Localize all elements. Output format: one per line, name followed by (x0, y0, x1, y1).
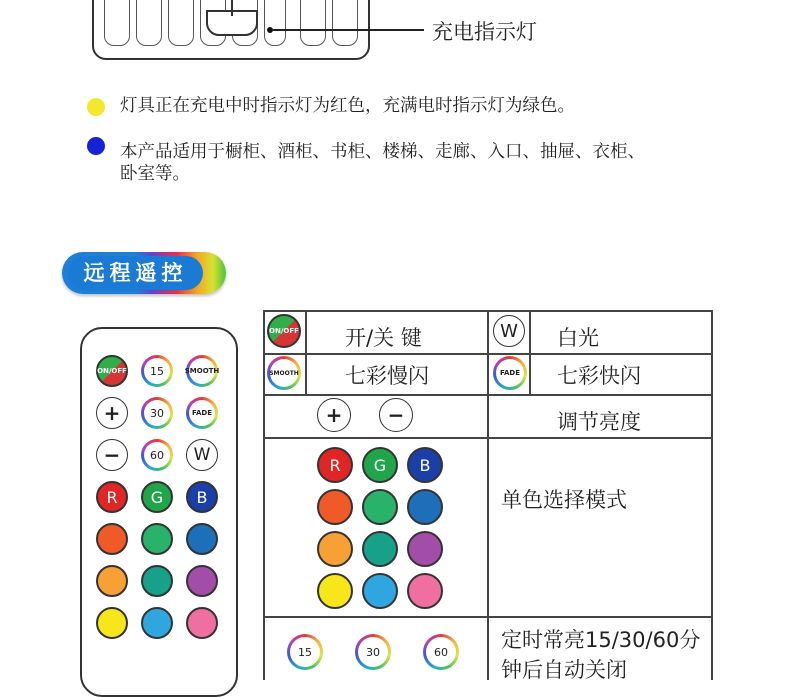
purple-swatch (407, 531, 443, 567)
smooth-icon: SMOOTH (267, 356, 301, 390)
function-table (263, 310, 712, 680)
orange-swatch (317, 531, 353, 567)
color-deep-blue-button[interactable] (186, 523, 218, 555)
timer-15-button[interactable]: 15 (141, 355, 173, 387)
timer-label-line1: 定时常亮15/30/60分 (501, 628, 701, 652)
charging-note: 灯具正在充电中时指示灯为红色，充满电时指示灯为绿色。 (120, 96, 575, 116)
white-icon: W (493, 315, 525, 347)
blue-bullet (87, 137, 105, 155)
device-ridge (264, 0, 286, 46)
table-border (263, 310, 265, 680)
blue-button[interactable]: B (186, 481, 218, 513)
remote-control (80, 327, 238, 697)
usage-note-line1: 本产品适用于橱柜、酒柜、书柜、楼梯、走廊、入口、抽屉、衣柜、 (120, 142, 645, 162)
timer-60-icon: 60 (423, 634, 459, 670)
timer-15-icon: 15 (287, 634, 323, 670)
device-ridge (136, 0, 162, 46)
smooth-button[interactable]: SMOOTH (186, 355, 218, 387)
fade-button[interactable]: FADE (186, 397, 218, 429)
yellow-swatch (317, 573, 353, 609)
table-border (487, 310, 489, 680)
brightness-label: 调节亮度 (557, 410, 641, 434)
usage-note-line2: 卧室等。 (120, 164, 190, 184)
device-ridge (332, 0, 358, 46)
orange-red-swatch (317, 489, 353, 525)
white-button[interactable]: W (186, 439, 218, 471)
table-border (711, 310, 713, 680)
smooth-label: 七彩慢闪 (345, 364, 429, 388)
mid-green-swatch (362, 489, 398, 525)
teal-swatch (362, 531, 398, 567)
color-orange-button[interactable] (96, 565, 128, 597)
table-border (529, 310, 531, 394)
device-ridge (104, 0, 130, 46)
on-off-label: 开/关 键 (345, 326, 422, 350)
color-mid-green-button[interactable] (141, 523, 173, 555)
on-off-icon: ON/OFF (267, 314, 301, 348)
white-label: 白光 (557, 326, 599, 350)
on-off-button[interactable]: ON/OFF (96, 355, 128, 387)
green-button[interactable]: G (141, 481, 173, 513)
color-pink-button[interactable] (186, 607, 218, 639)
single-color-label: 单色选择模式 (501, 488, 627, 512)
timer-30-button[interactable]: 30 (141, 397, 173, 429)
remote-control-banner (62, 252, 226, 294)
banner-title: 远程遥控 (68, 256, 203, 290)
fade-icon: FADE (493, 356, 527, 390)
sky-blue-swatch (362, 573, 398, 609)
blue-icon: B (407, 447, 443, 483)
minus-icon: − (379, 398, 413, 432)
color-sky-blue-button[interactable] (141, 607, 173, 639)
color-orange-red-button[interactable] (96, 523, 128, 555)
red-icon: R (317, 447, 353, 483)
pink-swatch (407, 573, 443, 609)
yellow-bullet (87, 98, 105, 116)
port-wire (231, 0, 233, 16)
brightness-down-button[interactable]: − (96, 439, 128, 471)
fade-label: 七彩快闪 (557, 364, 641, 388)
timer-60-button[interactable]: 60 (141, 439, 173, 471)
device-ridge (168, 0, 194, 46)
color-teal-button[interactable] (141, 565, 173, 597)
green-icon: G (362, 447, 398, 483)
device-ridge (300, 0, 326, 46)
color-purple-button[interactable] (186, 565, 218, 597)
brightness-up-button[interactable]: + (96, 397, 128, 429)
red-button[interactable]: R (96, 481, 128, 513)
timer-30-icon: 30 (355, 634, 391, 670)
color-yellow-button[interactable] (96, 607, 128, 639)
deep-blue-swatch (407, 489, 443, 525)
indicator-pointer-line (272, 29, 424, 31)
charge-indicator-label: 充电指示灯 (432, 20, 537, 44)
table-border (305, 310, 307, 394)
plus-icon: + (317, 398, 351, 432)
timer-label-line2: 钟后自动关闭 (501, 658, 627, 682)
